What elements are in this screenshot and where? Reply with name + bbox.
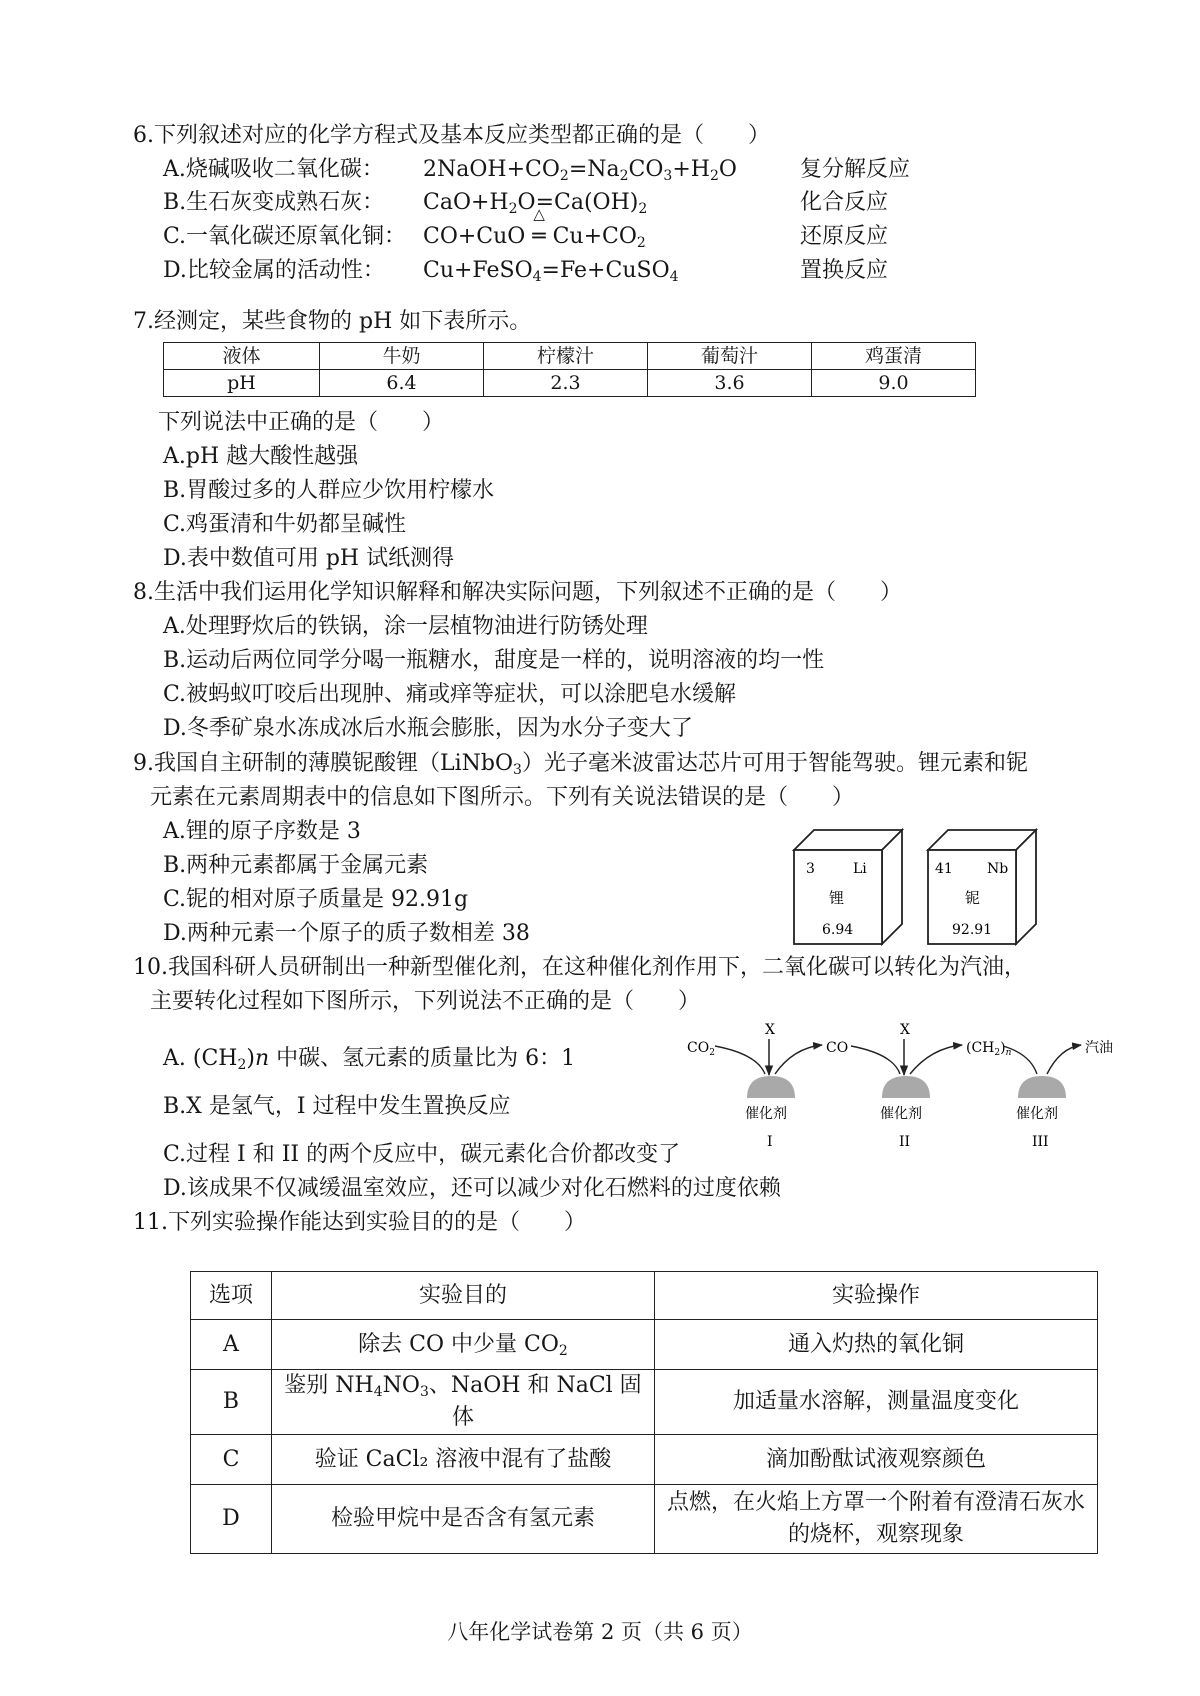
q6-stem: 6.下列叙述对应的化学方程式及基本反应类型都正确的是（ ） — [133, 123, 770, 148]
q6-option-a-equation: $2NaOH+CO_2=Na_2CO_3+H_2O$ — [423, 157, 737, 184]
q6-option-b-type: 化合反应 — [800, 190, 889, 215]
ph-table-header-cell: 葡萄汁 — [648, 343, 812, 370]
experiment-option-cell: A — [191, 1320, 272, 1370]
q10-option-b: B.X 是氢气，I 过程中发生置换反应 — [163, 1094, 511, 1119]
ph-table-cell: 6.4 — [320, 370, 484, 397]
q8-option-d: D.冬季矿泉水冻成冰后水瓶会膨胀，因为水分子变大了 — [163, 716, 693, 741]
co2-conversion-diagram — [685, 1018, 1125, 1153]
page-footer: 八年化学试卷第 2 页（共 6 页） — [447, 1620, 753, 1644]
q6-option-c-label: C.一氧化碳还原氧化铜： — [163, 224, 407, 249]
li-atomic-number: 3 — [806, 861, 815, 877]
arrow-co-to-catalyst — [851, 1046, 900, 1074]
experiment-operation-cell: 滴加酚酞试液观察颜色 — [655, 1435, 1098, 1485]
q10-option-c: C.过程 I 和 II 的两个反应中，碳元素化合价都改变了 — [163, 1142, 681, 1167]
experiment-purpose-cell: 除去 CO 中少量 $CO_2$ — [272, 1320, 655, 1370]
species-co2: $CO_2$ — [687, 1040, 715, 1058]
ph-table-header-row — [164, 343, 976, 370]
experiment-table-header-cell: 实验目的 — [272, 1272, 655, 1320]
species-gasoline: 汽油 — [1085, 1040, 1113, 1056]
reactant-x-label-1: X — [765, 1022, 775, 1038]
q6-option-a-type: 复分解反应 — [800, 157, 911, 182]
experiment-table-row — [191, 1485, 1098, 1554]
ph-table-header-cell: 牛奶 — [320, 343, 484, 370]
ph-table-cell: 2.3 — [484, 370, 648, 397]
q6-option-c-equation: CO+CuO △ ═ $Cu+CO_2$ — [423, 223, 646, 251]
catalyst-dome-1 — [747, 1076, 795, 1098]
ph-table-header-cell: 鸡蛋清 — [812, 343, 976, 370]
q9-option-a: A.锂的原子序数是 3 — [163, 819, 361, 844]
arrow-to-ch2n — [910, 1045, 962, 1074]
li-name: 锂 — [829, 889, 845, 907]
q8-stem: 8.生活中我们运用化学知识解释和解决实际问题，下列叙述不正确的是（ ） — [133, 580, 902, 605]
experiment-table-header-row — [191, 1272, 1098, 1320]
li-atomic-mass: 6.94 — [822, 922, 854, 938]
experiment-option-cell: C — [191, 1435, 272, 1485]
catalyst-dome-2 — [882, 1076, 930, 1098]
experiment-table-row — [191, 1320, 1098, 1370]
ph-table-header-cell: 液体 — [164, 343, 320, 370]
q6-option-d-type: 置换反应 — [800, 258, 889, 283]
experiment-table-header-cell: 选项 — [191, 1272, 272, 1320]
q6-option-b-label: B.生石灰变成熟石灰： — [163, 190, 385, 215]
experiment-table — [190, 1271, 1098, 1554]
element-cards-figure — [790, 826, 1060, 946]
q7-question: 下列说法中正确的是（ ） — [158, 410, 445, 435]
experiment-operation-cell: 点燃，在火焰上方罩一个附着有澄清石灰水的烧杯，观察现象 — [655, 1485, 1098, 1554]
q6-option-a-label: A.烧碱吸收二氧化碳： — [163, 157, 384, 182]
q6-option-d-label: D.比较金属的活动性： — [163, 258, 385, 283]
experiment-operation-cell: 通入灼热的氧化铜 — [655, 1320, 1098, 1370]
nb-name: 铌 — [965, 889, 981, 907]
q8-option-c: C.被蚂蚁叮咬后出现肿、痛或痒等症状，可以涂肥皂水缓解 — [163, 682, 737, 707]
arrow-to-co — [775, 1045, 822, 1074]
q6-option-b-equation: $CaO+H_2O=Ca(OH)_2$ — [423, 190, 648, 217]
experiment-purpose-cell: 验证 CaCl₂ 溶液中混有了盐酸 — [272, 1435, 655, 1485]
stage-label-2: II — [899, 1134, 911, 1150]
nb-symbol: Nb — [987, 861, 1009, 877]
reactant-x-label-2: X — [900, 1022, 910, 1038]
catalyst-label-3: 催化剂 — [1016, 1106, 1058, 1122]
q7-option-a: A.pH 越大酸性越强 — [163, 444, 359, 469]
q9-option-b: B.两种元素都属于金属元素 — [163, 853, 429, 878]
q7-option-b: B.胃酸过多的人群应少饮用柠檬水 — [163, 478, 495, 503]
catalyst-dome-3 — [1018, 1076, 1066, 1098]
catalyst-label-2: 催化剂 — [880, 1106, 922, 1122]
species-ch2n: $(CH_2)_n$ — [966, 1040, 1012, 1058]
element-card-li — [794, 830, 902, 944]
stage-label-1: I — [767, 1134, 773, 1150]
experiment-option-cell: D — [191, 1485, 272, 1554]
stage-label-3: III — [1032, 1134, 1049, 1150]
experiment-table-header-cell: 实验操作 — [655, 1272, 1098, 1320]
q8-option-a: A.处理野炊后的铁锅，涂一层植物油进行防锈处理 — [163, 614, 648, 639]
experiment-option-cell: B — [191, 1370, 272, 1435]
experiment-purpose-cell: 鉴别 $NH_4NO_3$、NaOH 和 NaCl 固体 — [272, 1370, 655, 1435]
q6-option-c-type: 还原反应 — [800, 224, 889, 249]
q11-stem: 11.下列实验操作能达到实验目的的是（ ） — [133, 1210, 586, 1235]
experiment-table-row — [191, 1435, 1098, 1485]
ph-table-value-row — [164, 370, 976, 397]
q9-stem-line1: 9.我国自主研制的薄膜铌酸锂（LiNbO$_3$）光子毫米波雷达芯片可用于智能驾驶。锂元素和铌 — [133, 751, 1028, 778]
q9-stem-line2: 元素在元素周期表中的信息如下图所示。下列有关说法错误的是（ ） — [150, 785, 855, 810]
q10-stem-line1: 10.我国科研人员研制出一种新型催化剂，在这种催化剂作用下，二氧化碳可以转化为汽油， — [133, 955, 1026, 980]
experiment-purpose-cell: 检验甲烷中是否含有氢元素 — [272, 1485, 655, 1554]
q10-option-a: A. $(CH_2)n$ 中碳、氢元素的质量比为 6：1 — [163, 1046, 576, 1073]
nb-atomic-mass: 92.91 — [952, 922, 993, 938]
arrow-to-gasoline — [1047, 1045, 1081, 1074]
arrow-co2-to-catalyst — [715, 1046, 765, 1074]
ph-table-cell: 3.6 — [648, 370, 812, 397]
catalyst-label-1: 催化剂 — [745, 1106, 787, 1122]
q7-option-c: C.鸡蛋清和牛奶都呈碱性 — [163, 512, 407, 537]
q10-stem-line2: 主要转化过程如下图所示，下列说法不正确的是（ ） — [150, 989, 701, 1014]
element-card-nb — [928, 830, 1036, 944]
species-co: CO — [826, 1040, 849, 1056]
q9-option-c: C.铌的相对原子质量是 92.91g — [163, 887, 469, 912]
ph-table-header-cell: 柠檬汁 — [484, 343, 648, 370]
ph-table-cell: 9.0 — [812, 370, 976, 397]
q7-stem: 7.经测定，某些食物的 pH 如下表所示。 — [133, 309, 532, 334]
ph-table-cell: pH — [164, 370, 320, 397]
q9-option-d: D.两种元素一个原子的质子数相差 38 — [163, 921, 530, 946]
experiment-operation-cell: 加适量水溶解，测量温度变化 — [655, 1370, 1098, 1435]
ph-table — [163, 342, 976, 397]
li-symbol: Li — [853, 861, 867, 877]
q6-option-d-equation: Cu+FeSO$_4$=Fe+CuSO$_4$ — [423, 258, 679, 285]
experiment-table-row — [191, 1370, 1098, 1435]
q10-option-d: D.该成果不仅减缓温室效应，还可以减少对化石燃料的过度依赖 — [163, 1176, 781, 1201]
q8-option-b: B.运动后两位同学分喝一瓶糖水，甜度是一样的，说明溶液的均一性 — [163, 648, 825, 673]
q7-option-d: D.表中数值可用 pH 试纸测得 — [163, 546, 455, 571]
nb-atomic-number: 41 — [935, 861, 953, 877]
